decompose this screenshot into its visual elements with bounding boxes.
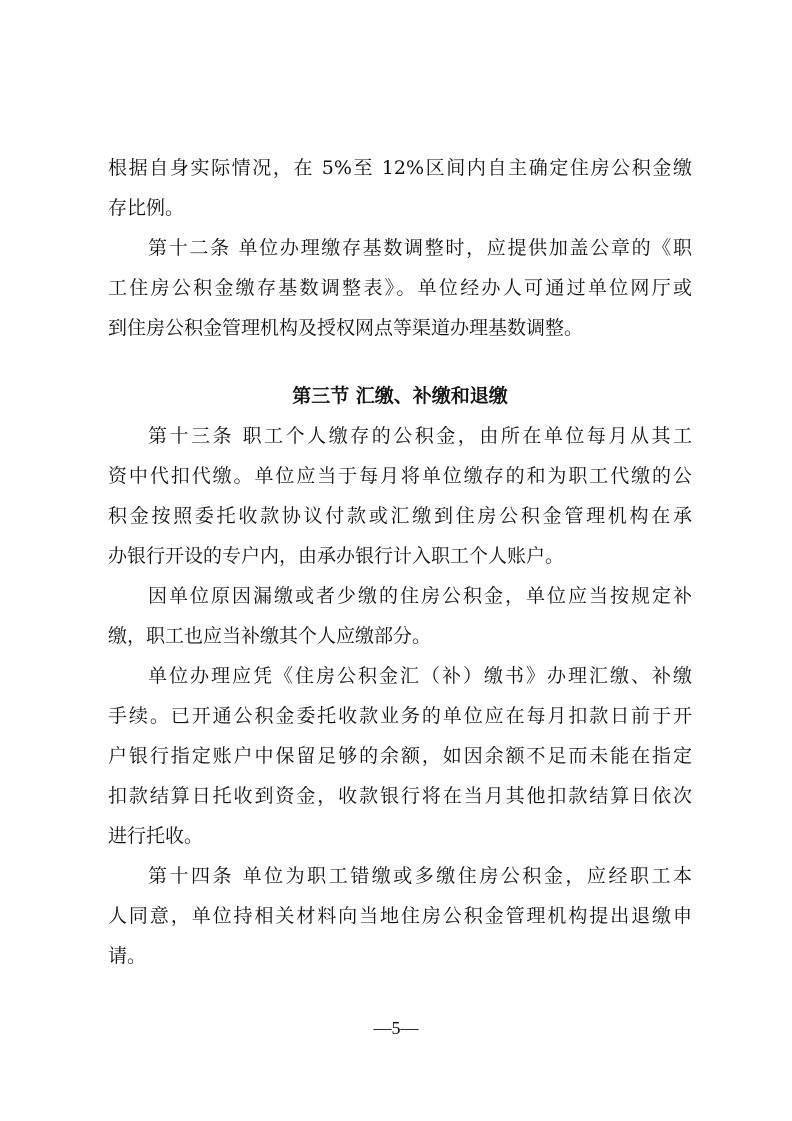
text-line: 请。 <box>108 945 147 967</box>
text-line: 户银行指定账户中保留足够的余额，如因余额不足而未能在指定 <box>108 745 692 767</box>
text-line: 缴，职工也应当补缴其个人应缴部分。 <box>108 625 432 647</box>
text-line: 工住房公积金缴存基数调整表》。单位经办人可通过单位网厅或 <box>108 277 692 299</box>
paragraph-first-line: 因单位原因漏缴或者少缴的住房公积金，单位应当按规定补 <box>148 585 692 607</box>
text-line: 根据自身实际情况，在 5%至 12%区间内自主确定住房公积金缴 <box>108 157 692 179</box>
text-line: 进行托收。 <box>108 825 204 847</box>
body-text-block-1 <box>108 148 692 348</box>
text-line: 积金按照委托收款协议付款或汇缴到住房公积金管理机构在承 <box>108 505 692 527</box>
body-text-block-2 <box>108 416 692 976</box>
article-12-first-line: 第十二条 单位办理缴存基数调整时，应提供加盖公章的《职 <box>148 237 692 259</box>
paragraph-first-line: 单位办理应凭《住房公积金汇（补）缴书》办理汇缴、补缴 <box>148 665 692 687</box>
section-heading: 第三节 汇缴、补缴和退缴 <box>292 385 508 407</box>
text-line: 资中代扣代缴。单位应当于每月将单位缴存的和为职工代缴的公 <box>108 465 692 487</box>
article-13-first-line: 第十三条 职工个人缴存的公积金，由所在单位每月从其工 <box>148 425 692 447</box>
text-line: 办银行开设的专户内，由承办银行计入职工个人账户。 <box>108 545 565 567</box>
page-number: —5— <box>373 1018 419 1038</box>
text-line: 人同意，单位持相关材料向当地住房公积金管理机构提出退缴申 <box>108 905 692 927</box>
text-line: 存比例。 <box>108 197 185 219</box>
article-14-first-line: 第十四条 单位为职工错缴或多缴住房公积金，应经职工本 <box>148 865 692 887</box>
text-line: 手续。已开通公积金委托收款业务的单位应在每月扣款日前于开 <box>108 705 692 727</box>
text-line: 扣款结算日托收到资金，收款银行将在当月其他扣款结算日依次 <box>108 785 692 807</box>
text-line: 到住房公积金管理机构及授权网点等渠道办理基数调整。 <box>108 317 584 339</box>
